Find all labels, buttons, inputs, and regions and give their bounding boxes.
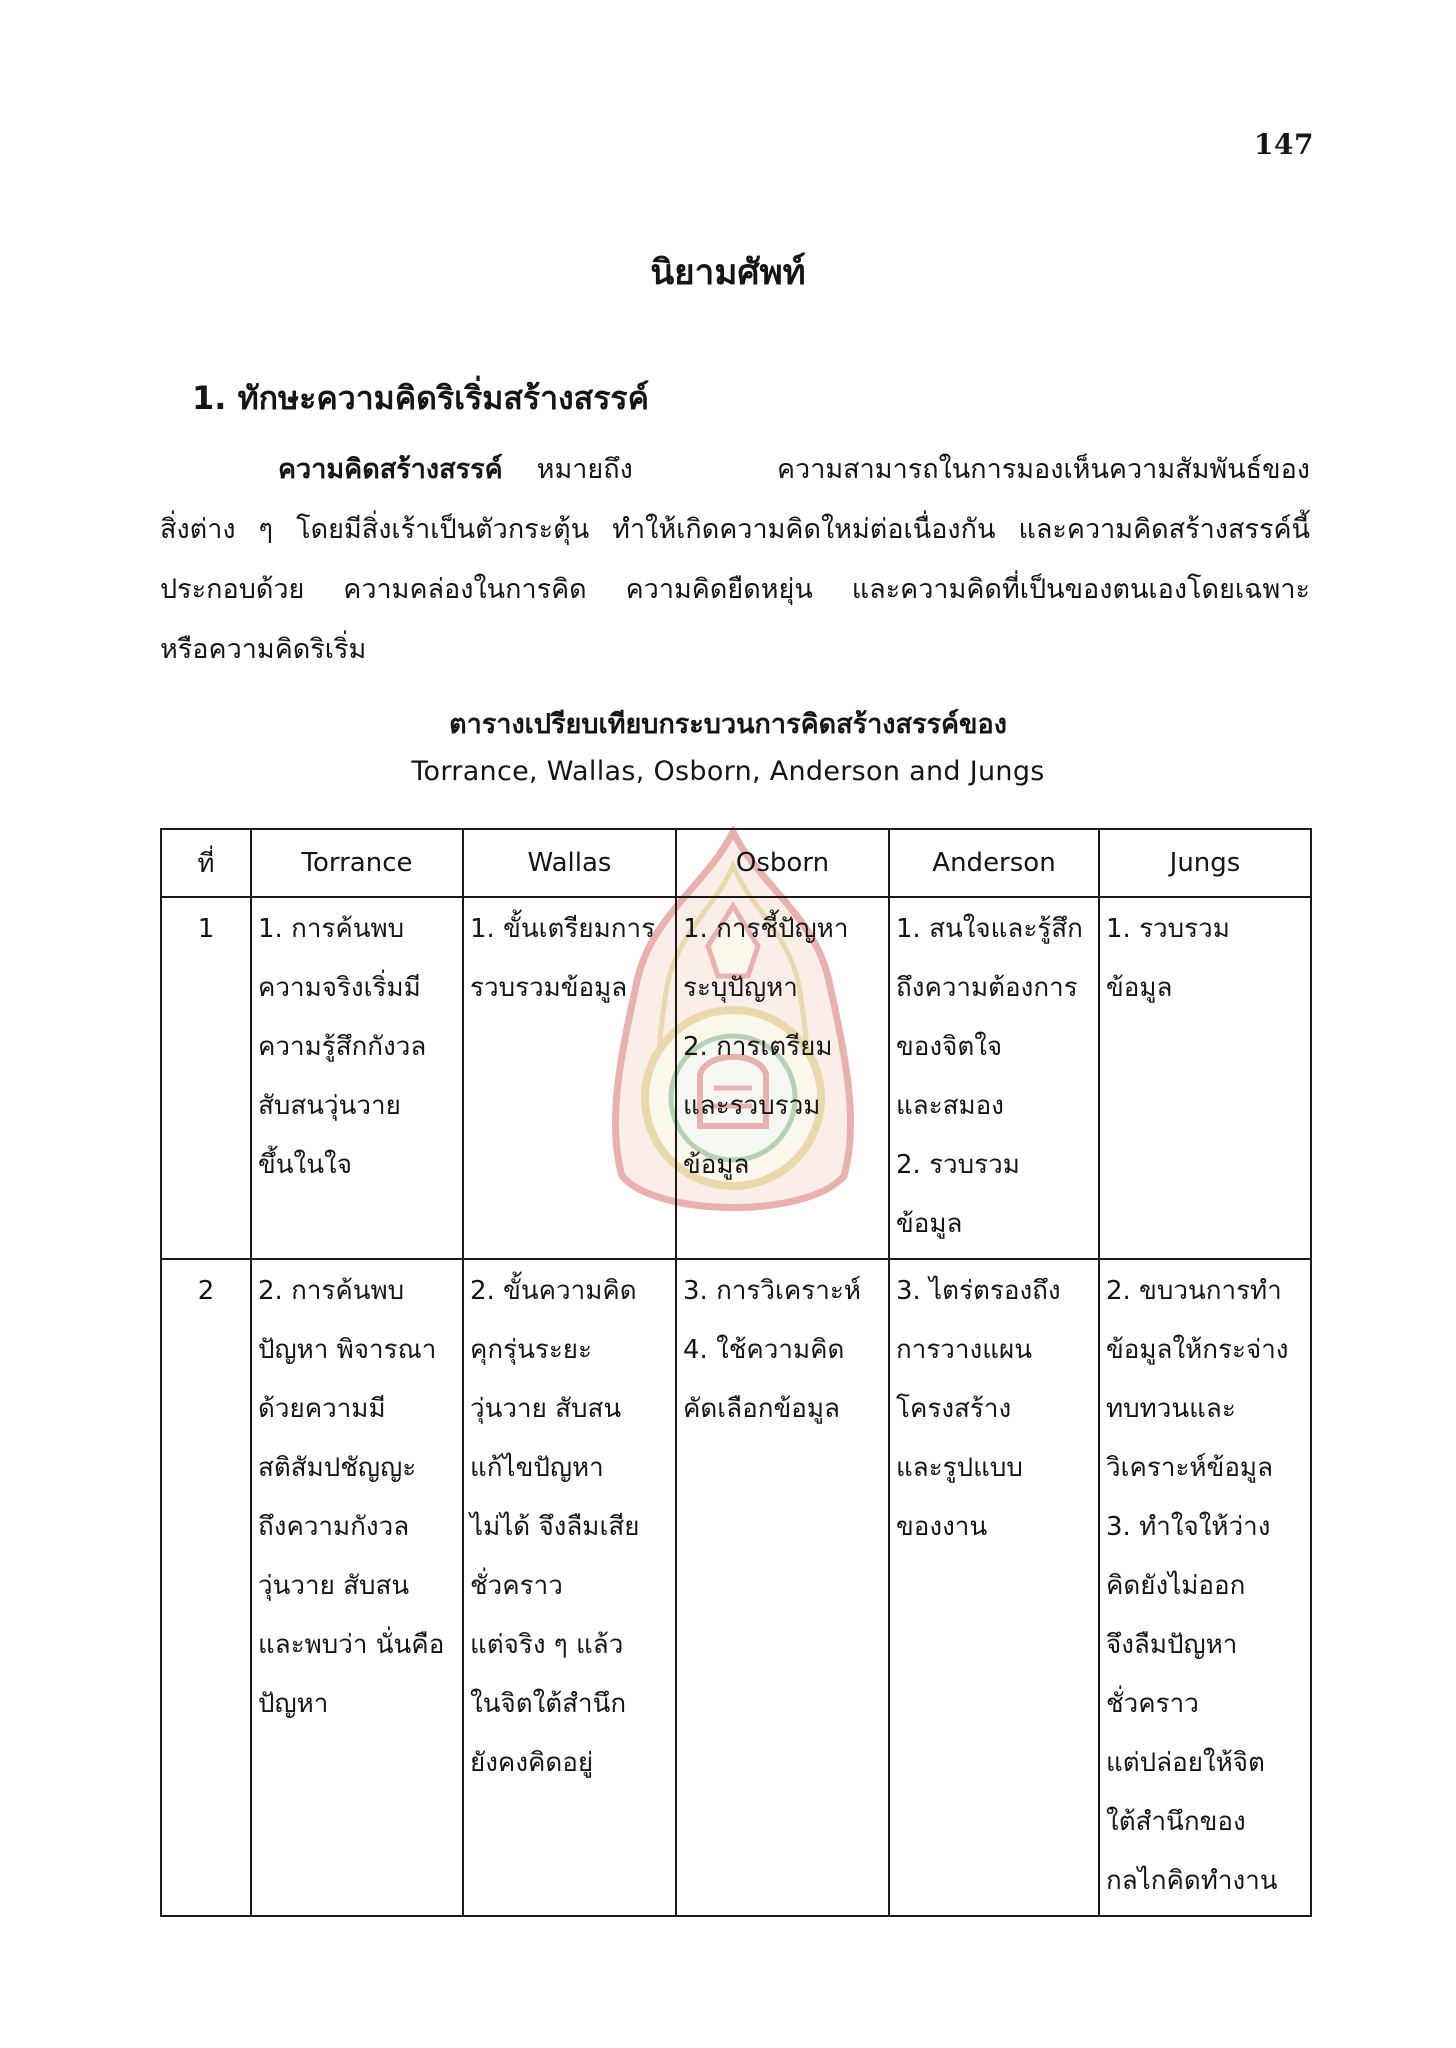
cell-line: 1. ขั้นเตรียมการ — [470, 914, 656, 944]
paragraph-line-2: สิ่งต่าง ๆ โดยมีสิ่งเร้าเป็นตัวกระตุ้น ทำให้เกิดความคิดใหม่ต่อเนื่องกัน และความคิดสร้างสรรค์นี้ — [160, 514, 1310, 545]
cell-line: 2. รวบรวม — [896, 1150, 1020, 1180]
cell-anderson — [889, 1259, 1099, 1916]
cell-line: ข้อมูล — [1106, 973, 1173, 1003]
cell-line: คัดเลือกข้อมูล — [683, 1394, 840, 1424]
table-row — [161, 897, 1311, 1259]
cell-line: วุ่นวาย สับสน — [470, 1394, 622, 1424]
cell-line: ถึงความกังวล — [258, 1512, 410, 1542]
cell-line: 3. ทำใจให้ว่าง — [1106, 1512, 1271, 1542]
cell-line: ไม่ได้ จึงลืมเสีย — [470, 1512, 640, 1542]
cell-line: ใต้สำนึกของ — [1106, 1807, 1246, 1837]
cell-line: ชั่วคราว — [1106, 1689, 1199, 1719]
cell-torrance — [251, 897, 463, 1259]
header-torrance: Torrance — [251, 829, 463, 897]
table-caption-thai: ตารางเปรียบเทียบกระบวนการคิดสร้างสรรค์ของ — [449, 709, 1007, 740]
cell-line: แต่จริง ๆ แล้ว — [470, 1630, 624, 1660]
cell-osborn — [676, 897, 889, 1259]
cell-jungs — [1099, 897, 1311, 1259]
cell-line: โครงสร้าง — [896, 1394, 1012, 1424]
cell-line: วิเคราะห์ข้อมูล — [1106, 1453, 1274, 1483]
cell-line: และสมอง — [896, 1091, 1004, 1121]
cell-line: 4. ใช้ความคิด — [683, 1335, 845, 1365]
table-row — [161, 1259, 1311, 1916]
cell-line: การวางแผน — [896, 1335, 1032, 1365]
cell-line: ระบุปัญหา — [683, 973, 798, 1003]
cell-line: ชั่วคราว — [470, 1571, 563, 1601]
header-jungs: Jungs — [1099, 829, 1311, 897]
page-number: 147 — [1254, 128, 1314, 161]
cell-line: ทบทวนและ — [1106, 1394, 1236, 1424]
cell-line: 3. การวิเคราะห์ — [683, 1276, 861, 1306]
cell-line: 2. ขบวนการทำ — [1106, 1276, 1282, 1306]
page-title: นิยามศัพท์ — [650, 253, 806, 293]
cell-line: ความรู้สึกกังวล — [258, 1032, 427, 1062]
cell-osborn — [676, 1259, 889, 1916]
cell-line: จึงลืมปัญหา — [1106, 1630, 1238, 1660]
cell-line: ถึงความต้องการ — [896, 973, 1078, 1003]
header-number: ที่ — [161, 829, 251, 897]
cell-line: ของจิตใจ — [896, 1032, 1003, 1062]
cell-line: ยังคงคิดอยู่ — [470, 1748, 594, 1778]
cell-line: 2. ขั้นความคิด — [470, 1276, 637, 1306]
cell-line: คุกรุ่นระยะ — [470, 1335, 593, 1365]
cell-line: คิดยังไม่ออก — [1106, 1571, 1246, 1601]
cell-line: แต่ปล่อยให้จิต — [1106, 1748, 1265, 1778]
cell-line: และรูปแบบ — [896, 1453, 1023, 1483]
cell-line: สติสัมปชัญญะ — [258, 1453, 417, 1483]
header-wallas: Wallas — [463, 829, 676, 897]
section-heading: 1. ทักษะความคิดริเริ่มสร้างสรรค์ — [192, 379, 649, 417]
cell-wallas — [463, 897, 676, 1259]
cell-line: ปัญหา พิจารณา — [258, 1335, 437, 1365]
paragraph-line-1 — [160, 440, 1310, 500]
cell-line: รวบรวมข้อมูล — [470, 973, 628, 1003]
cell-line: ปัญหา — [258, 1689, 329, 1719]
cell-line: แก้ไขปัญหา — [470, 1453, 604, 1483]
defined-term: ความคิดสร้างสรรค์ — [278, 454, 503, 485]
cell-line: ข้อมูล — [683, 1150, 750, 1180]
header-osborn: Osborn — [676, 829, 889, 897]
paragraph-line-4: หรือความคิดริเริ่ม — [160, 634, 367, 665]
cell-line: ความจริงเริ่มมี — [258, 973, 421, 1003]
cell-line: 1. รวบรวม — [1106, 914, 1230, 944]
cell-line: 2. การเตรียม — [683, 1032, 833, 1062]
cell-line: กลไกคิดทำงาน — [1106, 1866, 1278, 1896]
definition-paragraph — [160, 440, 1310, 680]
header-anderson: Anderson — [889, 829, 1099, 897]
paragraph-line-3: ประกอบด้วย ความคล่องในการคิด ความคิดยืดหยุ่น และความคิดที่เป็นของตนเองโดยเฉพาะ — [160, 574, 1310, 605]
cell-line: และรวบรวม — [683, 1091, 821, 1121]
cell-line: 1. การค้นพบ — [258, 914, 405, 944]
cell-line: ข้อมูล — [896, 1209, 963, 1239]
cell-line: 1. สนใจและรู้สึก — [896, 914, 1083, 944]
cell-line: ในจิตใต้สำนึก — [470, 1689, 627, 1719]
cell-wallas — [463, 1259, 676, 1916]
cell-line: ด้วยความมี — [258, 1394, 386, 1424]
cell-line: 3. ไตร่ตรองถึง — [896, 1276, 1061, 1306]
cell-line: สับสนวุ่นวาย — [258, 1091, 401, 1121]
cell-line: ขึ้นในใจ — [258, 1150, 352, 1180]
cell-jungs — [1099, 1259, 1311, 1916]
comparison-table — [160, 828, 1312, 1917]
table-header-row — [161, 829, 1311, 897]
cell-line: 2. การค้นพบ — [258, 1276, 405, 1306]
row-number: 1 — [161, 897, 251, 1259]
cell-line: วุ่นวาย สับสน — [258, 1571, 410, 1601]
cell-torrance — [251, 1259, 463, 1916]
cell-line: ของงาน — [896, 1512, 988, 1542]
table-caption-english: Torrance, Wallas, Osborn, Anderson and Jungs — [411, 756, 1045, 787]
paragraph-line-text: หมายถึง ความสามารถในการมองเห็นความสัมพันธ์ของ — [536, 454, 1310, 485]
cell-anderson — [889, 897, 1099, 1259]
row-number: 2 — [161, 1259, 251, 1916]
cell-line: และพบว่า นั่นคือ — [258, 1630, 445, 1660]
cell-line: ข้อมูลให้กระจ่าง — [1106, 1335, 1289, 1365]
cell-line: 1. การชี้ปัญหา — [683, 914, 849, 944]
